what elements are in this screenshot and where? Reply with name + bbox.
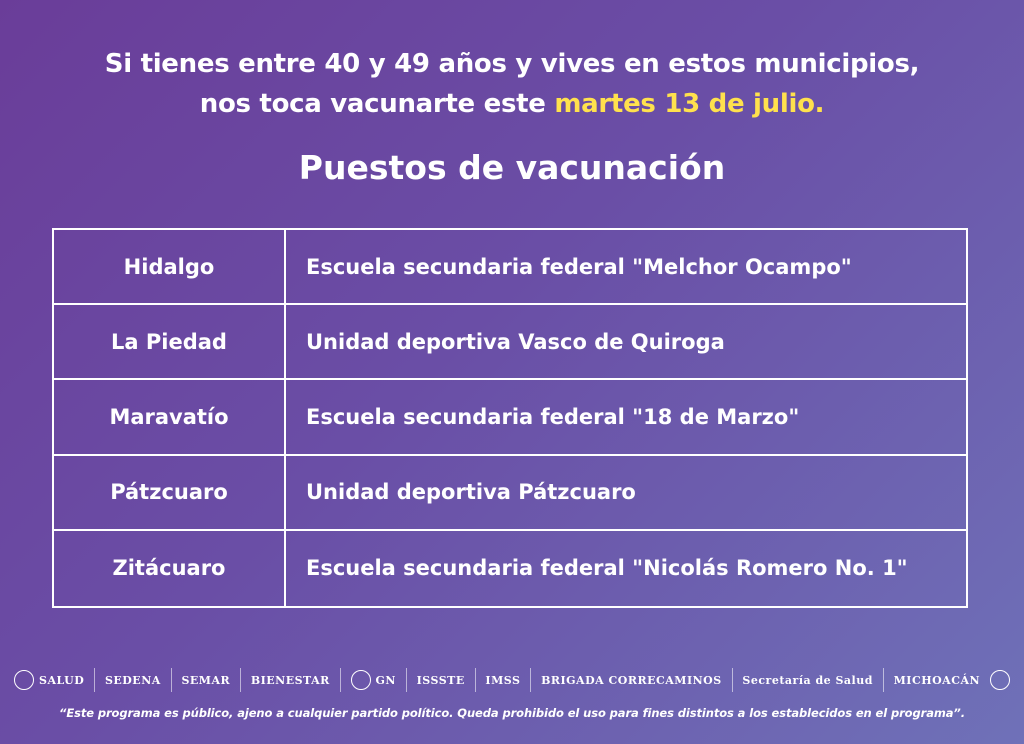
table-row [54,230,966,305]
table-row [54,305,966,380]
headline-line-1-text: Si tienes entre 40 y 49 años y vives en [104,49,669,79]
sedena-logo: SEDENA [104,673,161,687]
divider [406,668,407,692]
divider [732,668,733,692]
badge-icon [351,670,371,690]
section-title: Puestos de vacunación [298,148,726,187]
municipality-cell: La Piedad [54,305,286,378]
gn-logo: GN [351,670,396,690]
issste-logo: ISSSTE [416,673,465,687]
headline [0,44,1024,124]
divider [530,668,531,692]
site-cell: Escuela secundaria federal "18 de Marzo" [306,404,800,429]
gobierno-michoacan-logo: MICHOACÁN [893,673,981,687]
brigada-correcaminos-logo: BRIGADA CORRECAMINOS [541,673,722,687]
divider [171,668,172,692]
bienestar-logo: BIENESTAR [250,673,330,687]
seal-icon [14,670,34,690]
divider [475,668,476,692]
legal-disclaimer: “Este programa es público, ajeno a cualquier partido político. Queda prohibido el uso para fines distintos a los establecidos en el programa”. [59,706,965,720]
salud-logo: SALUD [14,670,84,690]
divider [240,668,241,692]
sponsor-logos [14,664,1010,696]
site-cell: Escuela secundaria federal "Nicolás Romero No. 1" [306,556,908,581]
municipality-cell: Hidalgo [54,230,286,303]
table-row [54,380,966,455]
municipality-cell: Maravatío [54,380,286,453]
site-cell: Unidad deportiva Pátzcuaro [306,480,636,505]
divider [340,668,341,692]
headline-date: martes 13 de julio. [554,89,825,119]
headline-emphasis: estos municipios, [668,49,920,79]
vaccination-sites-table [52,228,968,608]
site-cell: Unidad deportiva Vasco de Quiroga [306,329,725,354]
headline-line-1 [0,44,1024,84]
table-row [54,531,966,606]
divider [94,668,95,692]
imss-logo: IMSS [485,673,521,687]
secretaria-salud-michoacan-logo: Secretaría de Salud [742,673,873,687]
divider [883,668,884,692]
site-cell: Escuela secundaria federal "Melchor Ocampo" [306,254,852,279]
table-row [54,456,966,531]
municipality-cell: Pátzcuaro [54,456,286,529]
headline-line-2-text: nos toca vacunarte este [199,89,555,119]
headline-line-2 [0,84,1024,124]
semar-logo: SEMAR [181,673,231,687]
radio-icon [990,670,1010,690]
municipality-cell: Zitácuaro [54,531,286,606]
